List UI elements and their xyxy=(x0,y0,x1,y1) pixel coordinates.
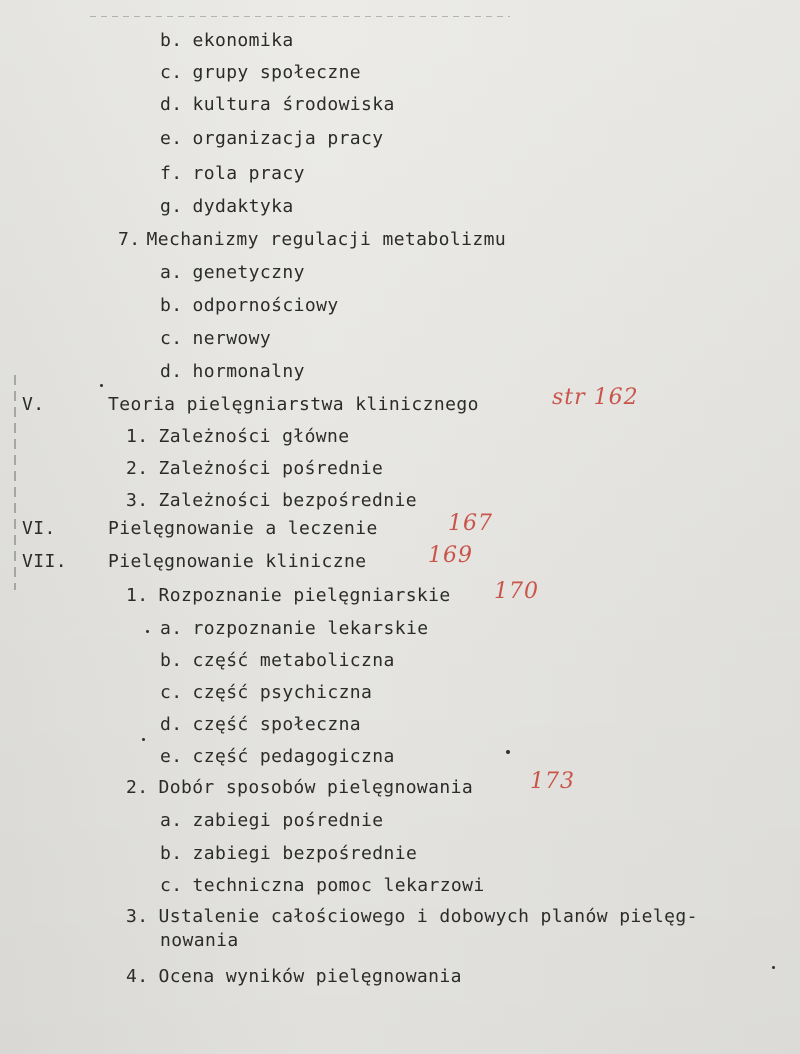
list-item xyxy=(160,30,294,52)
list-item xyxy=(160,714,361,736)
item-text: grupy społeczne xyxy=(192,62,362,83)
handwritten-page-note: str 162 xyxy=(552,385,639,410)
item-marker: a. xyxy=(160,262,183,283)
item-marker: c. xyxy=(160,62,183,83)
item-marker: b. xyxy=(160,843,183,864)
item-text: Ocena wyników pielęgnowania xyxy=(158,966,462,987)
item-text: Zależności główne xyxy=(158,426,350,447)
item-text: część społeczna xyxy=(192,714,362,735)
item-text: rola pracy xyxy=(192,163,305,184)
list-item xyxy=(160,163,305,185)
list-item xyxy=(160,875,485,897)
item-text: Zależności bezpośrednie xyxy=(158,490,417,511)
paper-speck xyxy=(142,738,145,741)
item-marker: 3. xyxy=(126,906,149,927)
item-text: Dobór sposobów pielęgnowania xyxy=(158,777,474,798)
paper-speck xyxy=(146,630,149,633)
item-marker: 7. xyxy=(118,229,141,250)
item-marker: 2. xyxy=(126,777,149,798)
section-heading: Teoria pielęgniarstwa klinicznego xyxy=(108,394,479,415)
item-marker: 4. xyxy=(126,966,149,987)
list-item xyxy=(160,262,305,284)
paper-speck xyxy=(772,966,775,969)
list-item xyxy=(160,746,395,768)
top-edge-rule xyxy=(90,16,510,17)
item-marker: b. xyxy=(160,295,183,316)
margin-rule xyxy=(14,375,16,590)
item-marker: e. xyxy=(160,746,183,767)
roman-numeral: VII. xyxy=(22,551,67,572)
item-marker: 1. xyxy=(126,585,149,606)
item-text: organizacja pracy xyxy=(192,128,384,149)
item-text: dydaktyka xyxy=(192,196,294,217)
item-text: genetyczny xyxy=(192,262,305,283)
list-item xyxy=(160,843,417,865)
roman-numeral: V. xyxy=(22,394,45,415)
list-item xyxy=(160,295,339,317)
item-text: zabiegi pośrednie xyxy=(192,810,384,831)
numbered-heading xyxy=(126,966,462,988)
item-marker: d. xyxy=(160,361,183,382)
item-text: ekonomika xyxy=(192,30,294,51)
item-text: Mechanizmy regulacji metabolizmu xyxy=(146,229,507,250)
item-marker: e. xyxy=(160,128,183,149)
item-text: nerwowy xyxy=(192,328,272,349)
handwritten-page-note: 169 xyxy=(428,543,473,568)
paper-speck xyxy=(100,384,103,387)
roman-numeral: VI. xyxy=(22,518,56,539)
list-item xyxy=(126,458,383,480)
handwritten-page-note: 173 xyxy=(530,769,575,794)
list-item xyxy=(126,426,350,448)
item-marker: g. xyxy=(160,196,183,217)
item-marker: c. xyxy=(160,328,183,349)
section-heading: Pielęgnowanie a leczenie xyxy=(108,518,378,539)
list-item xyxy=(160,62,361,84)
item-marker: 2. xyxy=(126,458,149,479)
list-item xyxy=(160,328,271,350)
item-text: Ustalenie całościowego i dobowych planów pielęg- xyxy=(158,906,698,927)
list-item xyxy=(126,490,417,512)
item-marker: 3. xyxy=(126,490,149,511)
item-text: Zależności pośrednie xyxy=(158,458,384,479)
item-marker: a. xyxy=(160,618,183,639)
section-heading: Pielęgnowanie kliniczne xyxy=(108,551,367,572)
item-text: zabiegi bezpośrednie xyxy=(192,843,418,864)
item-marker: a. xyxy=(160,810,183,831)
list-item xyxy=(160,810,384,832)
item-text: odpornościowy xyxy=(192,295,339,316)
numbered-heading xyxy=(126,906,698,928)
numbered-heading xyxy=(126,585,451,607)
wrapped-continuation: nowania xyxy=(160,930,239,951)
item-marker: d. xyxy=(160,94,183,115)
list-item xyxy=(160,128,384,150)
list-item xyxy=(160,196,294,218)
paper-speck xyxy=(506,750,510,754)
list-item xyxy=(160,94,395,116)
list-item xyxy=(160,682,372,704)
item-text: część psychiczna xyxy=(192,682,373,703)
item-text: Rozpoznanie pielęgniarskie xyxy=(158,585,451,606)
numbered-heading xyxy=(118,229,506,251)
list-item xyxy=(160,361,305,383)
item-text: rozpoznanie lekarskie xyxy=(192,618,429,639)
item-text: techniczna pomoc lekarzowi xyxy=(192,875,485,896)
item-text: kultura środowiska xyxy=(192,94,395,115)
item-marker: f. xyxy=(160,163,183,184)
item-text: część pedagogiczna xyxy=(192,746,395,767)
list-item xyxy=(160,650,395,672)
handwritten-page-note: 170 xyxy=(494,579,539,604)
item-marker: c. xyxy=(160,682,183,703)
item-marker: c. xyxy=(160,875,183,896)
handwritten-page-note: 167 xyxy=(448,511,493,536)
item-text: część metaboliczna xyxy=(192,650,395,671)
item-marker: 1. xyxy=(126,426,149,447)
item-marker: d. xyxy=(160,714,183,735)
item-marker: b. xyxy=(160,650,183,671)
list-item xyxy=(160,618,428,640)
item-text: hormonalny xyxy=(192,361,305,382)
item-marker: b. xyxy=(160,30,183,51)
numbered-heading xyxy=(126,777,473,799)
